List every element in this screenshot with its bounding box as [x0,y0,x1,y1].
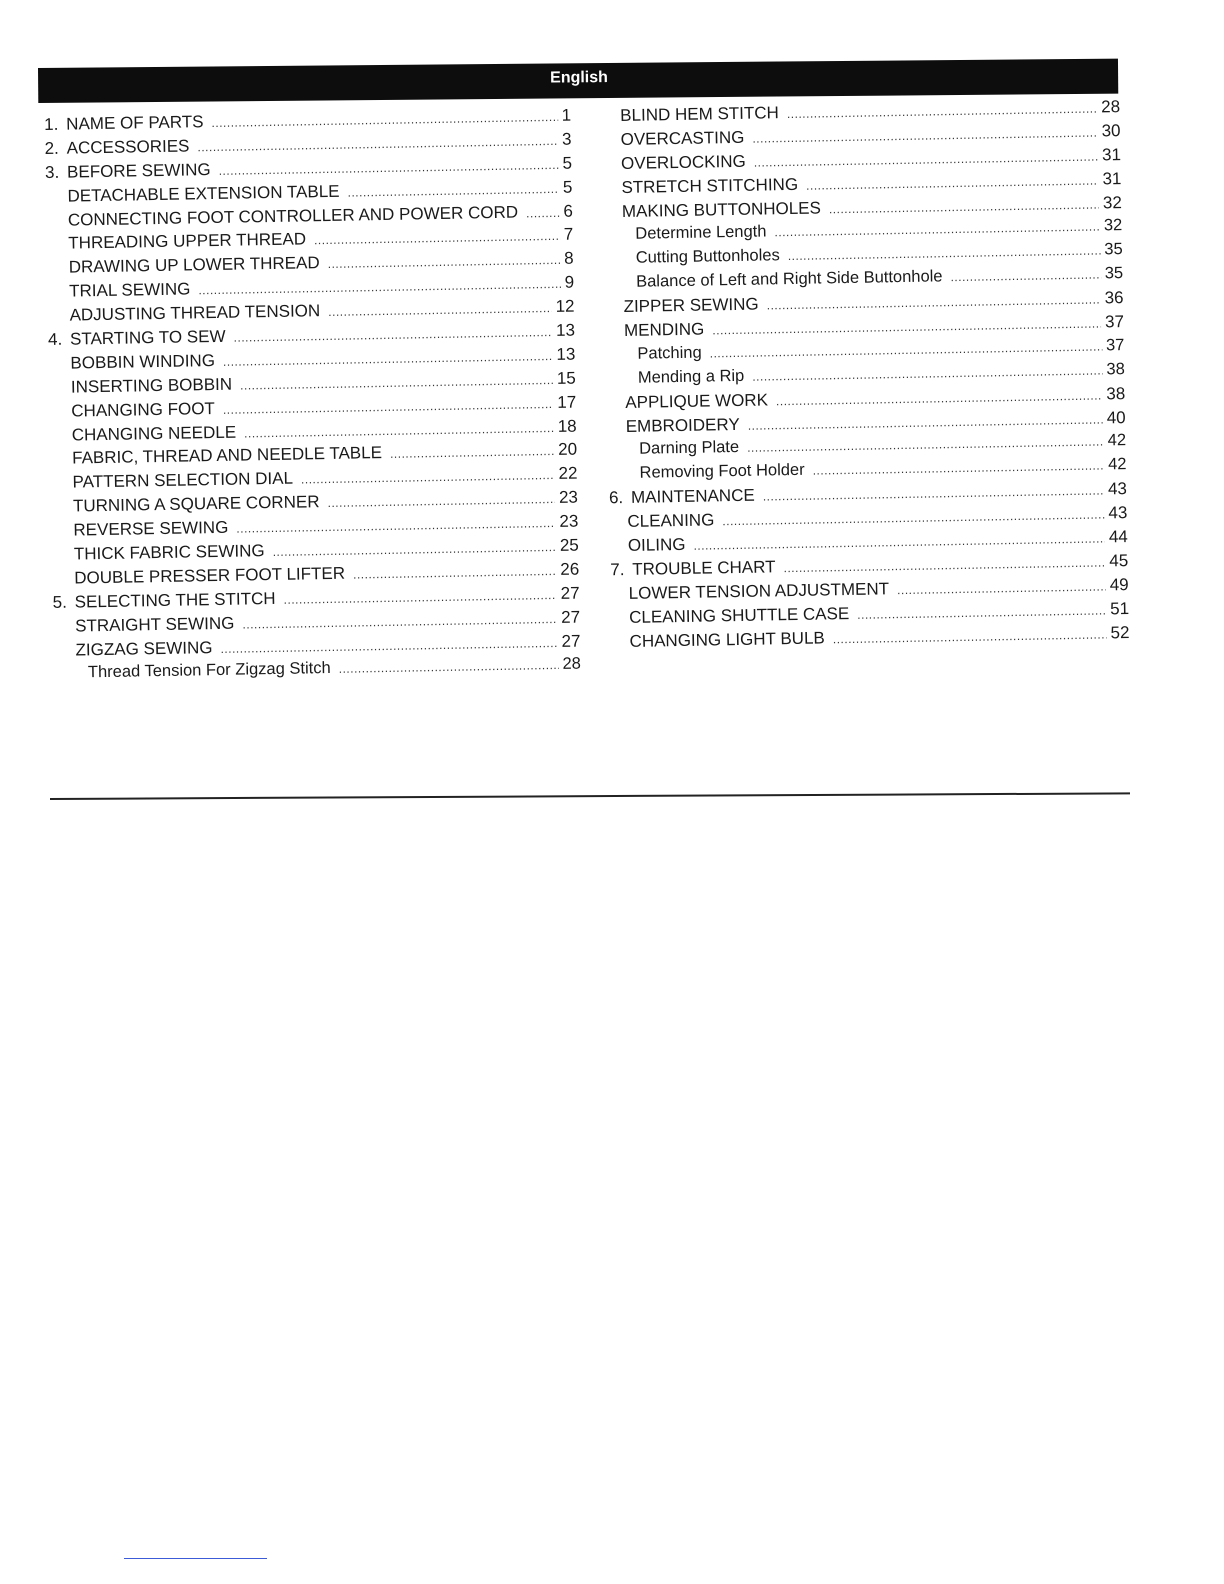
toc-entry-label: OVERLOCKING [620,151,746,173]
toc-entry-page-number: 23 [558,487,579,508]
toc-entry-page-number: 28 [562,655,582,674]
toc-entry-label: Removing Foot Holder [639,461,805,483]
toc-entry-page-number: 18 [557,416,577,436]
toc-entry-label: MENDING [623,319,705,340]
toc-entry-page-number: 40 [1106,407,1126,427]
toc-entry-label: ACCESSORIES [66,136,190,158]
toc-entry-page-number: 28 [1101,97,1121,117]
toc-entry-label: INSERTING BOBBIN [70,374,233,397]
toc-entry-label: TURNING A SQUARE CORNER [72,492,320,516]
toc-entry-page-number: 17 [557,392,577,412]
toc-entry-number: 6. [608,488,624,508]
toc-entry-page-number: 32 [1103,216,1123,235]
toc-entry-page-number: 43 [1107,479,1128,499]
language-label: English [550,69,608,87]
toc-entry-leader-dots [526,201,560,225]
toc-entry-page-number: 31 [1101,144,1122,165]
toc-entry-page-number: 27 [561,631,581,651]
toc-entry-label: CHANGING NEEDLE [71,422,237,445]
toc-entry-label: MAKING BUTTONHOLES [621,198,822,221]
toc-entry-label: NAME OF PARTS [66,112,204,134]
toc-entry-label: SELECTING THE STITCH [74,588,276,612]
toc-entry-number: 3. [44,162,60,182]
toc-entry-label: CONNECTING FOOT CONTROLLER AND POWER CORD [67,202,519,230]
toc-entry-number: 7. [610,559,625,580]
toc-entry-page-number: 12 [555,296,575,317]
toc-entry-page-number: 26 [560,559,580,579]
toc-entry-page-number: 15 [556,368,576,388]
toc-entry-label: CLEANING SHUTTLE CASE [628,603,850,627]
toc-entry-label: THICK FABRIC SEWING [73,541,265,564]
toc-entry-label: PATTERN SELECTION DIAL [72,468,294,492]
toc-entry-page-number: 52 [1110,622,1130,642]
toc-entry-page-number: 6 [563,201,573,221]
toc-entry-page-number: 23 [559,511,579,532]
toc-entry-page-number: 27 [560,607,581,627]
toc-entry-label: OVERCASTING [620,127,745,149]
toc-entry-number: 4. [47,329,63,349]
toc-entry-page-number: 5 [562,153,573,173]
toc-entry-number: 2. [44,138,59,158]
toc-entry-label: BLIND HEM STITCH [620,103,780,125]
toc-entry-label: CHANGING FOOT [71,398,216,421]
toc-entry-page-number: 30 [1101,120,1121,141]
toc-entry-label: APPLIQUE WORK [625,390,769,412]
toc-entry-label: CLEANING [627,510,715,532]
toc-entry-page-number: 37 [1105,335,1125,355]
toc-entry-label: Thread Tension For Zigzag Stitch [87,659,331,682]
toc-entry-label: TROUBLE CHART [632,557,776,579]
toc-right-column [608,95,1130,653]
toc-entry-page-number: 36 [1104,288,1124,308]
toc-entry-label: STARTING TO SEW [69,326,226,349]
toc-entry-page-number: 51 [1109,598,1130,619]
toc-entry-page-number: 8 [564,248,574,269]
toc-entry-leader-dots [338,654,558,682]
toc-entry-label: Balance of Left and Right Side Buttonhole [636,267,943,291]
toc-entry-label: Darning Plate [638,438,740,459]
toc-entry-label: Determine Length [635,222,767,244]
toc-entry-label: ADJUSTING THREAD TENSION [69,301,321,325]
toc-entry-leader-dots [390,440,555,467]
toc-entry-leader-dots [833,623,1107,652]
toc-entry-label: EMBROIDERY [625,414,740,436]
toc-entry-label: ZIGZAG SEWING [75,637,213,660]
toc-entry-label: TRIAL SEWING [69,279,191,301]
toc-entry-label: STRAIGHT SEWING [74,613,235,636]
toc-entry-page-number: 35 [1104,264,1124,283]
language-header-bar [38,59,1118,103]
toc-entry-label: CHANGING LIGHT BULB [629,628,825,651]
toc-entry-page-number: 35 [1104,240,1123,259]
toc-entry-label: THREADING UPPER THREAD [68,229,307,254]
toc-entry-label: MAINTENANCE [630,485,755,508]
toc-entry-page-number: 44 [1108,527,1128,547]
toc-entry-page-number: 42 [1107,455,1127,474]
toc-entry-label: Patching [637,343,702,363]
toc-entry-page-number: 27 [560,583,580,603]
toc-entry-leader-dots [950,264,1101,291]
toc-entry-page-number: 25 [559,535,579,555]
toc-entry-page-number: 5 [562,177,573,197]
toc-entry-page-number: 45 [1109,550,1129,571]
toc-entry-label: DOUBLE PRESSER FOOT LIFTER [74,563,346,588]
toc-entry-page-number: 20 [557,440,578,460]
bottom-divider [50,792,1130,799]
toc-entry-label: DETACHABLE EXTENSION TABLE [67,181,340,206]
toc-entry-number: 1. [44,114,59,134]
toc-entry-page-number: 13 [555,320,576,340]
toc-entry-label: ZIPPER SEWING [623,294,759,317]
toc-entry-page-number: 37 [1104,312,1125,332]
footer-underline [124,1558,267,1559]
toc-entry-label: LOWER TENSION ADJUSTMENT [628,579,890,603]
toc-entry-label: REVERSE SEWING [73,517,229,540]
toc-entry-page-number: 22 [558,463,578,484]
toc-entry-label: BOBBIN WINDING [70,350,216,373]
toc-entry-label: Mending a Rip [637,366,745,387]
toc-entry-leader-dots [353,560,557,588]
toc-entry-page-number: 13 [556,344,576,364]
toc-entry-page-number: 31 [1102,168,1122,189]
toc-entry-page-number: 32 [1102,192,1122,212]
toc-entry-page-number: 42 [1107,431,1127,450]
toc-entry-label: DRAWING UP LOWER THREAD [68,253,320,277]
toc-entry-page-number: 1 [561,105,572,125]
toc-entry-page-number: 3 [561,129,572,149]
toc-entry-page-number: 9 [564,272,575,292]
toc-entry-page-number: 38 [1106,359,1125,379]
toc-entry-page-number: 43 [1108,503,1128,523]
toc-entry-page-number: 49 [1109,574,1129,595]
toc-entry-label: STRETCH STITCHING [621,174,799,197]
toc-left-column [44,104,581,687]
toc-entry-label: FABRIC, THREAD AND NEEDLE TABLE [71,443,383,469]
toc-entry-page-number: 38 [1106,383,1126,404]
toc-entry-label: Cutting Buttonholes [635,246,780,268]
toc-entry-label: BEFORE SEWING [66,159,211,182]
toc-entry-page-number: 7 [563,225,574,245]
toc-entry-number: 5. [52,592,68,612]
toc-entry-label: OILING [627,534,686,555]
